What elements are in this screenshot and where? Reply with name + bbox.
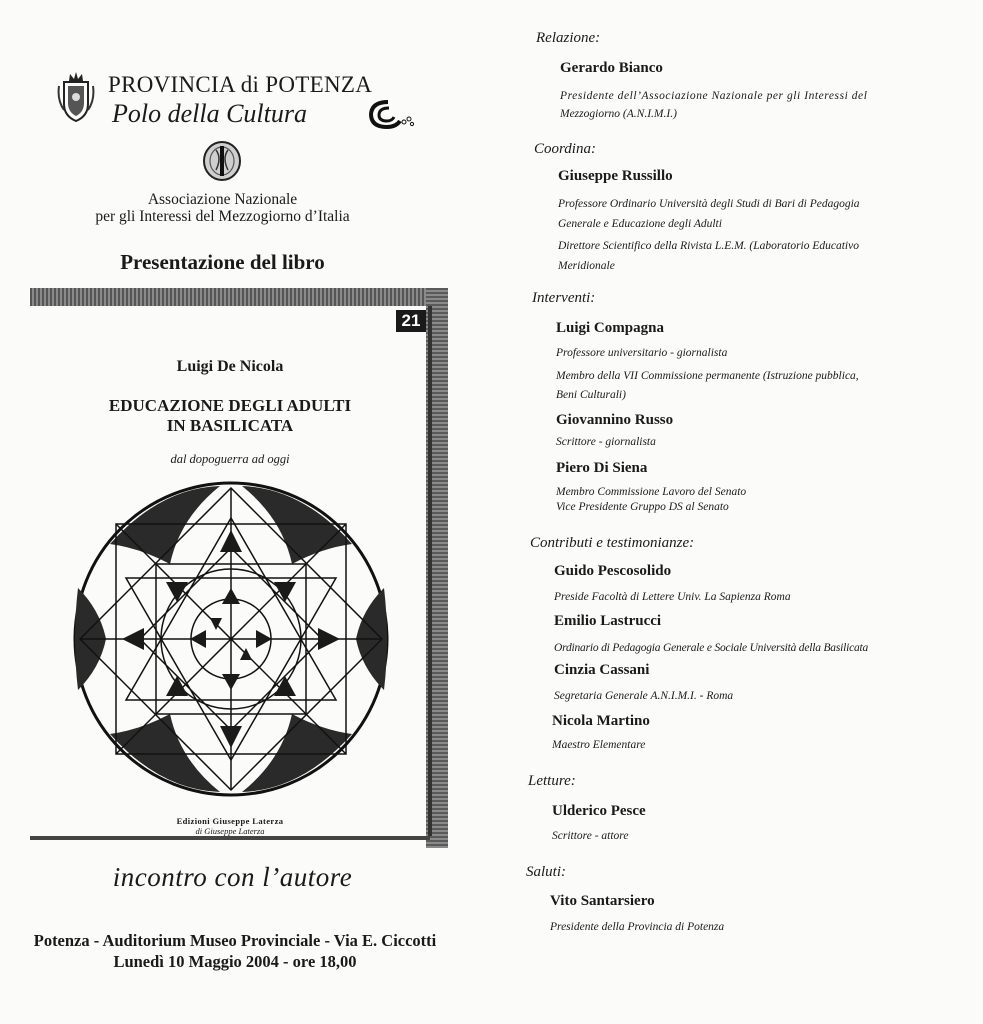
person-name: Cinzia Cassani: [554, 662, 650, 678]
book-title: [30, 396, 430, 436]
person-role: Scrittore - giornalista: [556, 436, 656, 448]
person-role: Preside Facoltà di Lettere Univ. La Sapienza Roma: [554, 591, 791, 603]
publisher-line-1: Edizioni Giuseppe Laterza: [176, 816, 284, 826]
geometric-mandala-illustration: [70, 478, 392, 800]
book-title-line-1: EDUCAZIONE DEGLI ADULTI: [108, 396, 352, 415]
section-interventi: Interventi:: [532, 290, 596, 306]
person-role: Maestro Elementare: [552, 739, 646, 751]
book-title-line-2: IN BASILICATA: [166, 416, 294, 435]
person-role: Segretaria Generale A.N.I.M.I. - Roma: [554, 690, 734, 702]
person-role: Presidente dell’Associazione Nazionale per gli Interessi del: [560, 90, 868, 102]
person-name: Gerardo Bianco: [560, 60, 663, 76]
series-number: 21: [396, 310, 426, 332]
person-role: Beni Culturali): [556, 389, 626, 401]
association-name: [70, 191, 375, 225]
association-line-2: per gli Interessi del Mezzogiorno d’Italia: [95, 208, 350, 225]
person-role: Presidente della Provincia di Potenza: [550, 921, 725, 933]
province-name: PROVINCIA di POTENZA: [108, 72, 373, 97]
book-cover: [30, 288, 448, 848]
association-seal-icon: [202, 140, 242, 182]
person-role: Meridionale: [558, 260, 615, 272]
person-name: Emilio Lastrucci: [554, 613, 662, 629]
book-author: Luigi De Nicola: [176, 358, 284, 375]
person-role: Direttore Scientifico della Rivista L.E.M. (Laboratorio Educativo: [558, 240, 859, 252]
section-letture: Letture:: [528, 773, 576, 789]
publisher-line-2: di Giuseppe Laterza: [195, 826, 265, 836]
person-role: Generale e Educazione degli Adulti: [558, 218, 722, 230]
venue-line-1: Potenza - Auditorium Museo Provinciale - Via E. Ciccotti: [33, 931, 437, 950]
section-contributi: Contributi e testimonianze:: [530, 535, 695, 551]
section-coordina: Coordina:: [534, 141, 596, 157]
venue-block: [20, 930, 450, 972]
book-subtitle: dal dopoguerra ad oggi: [170, 452, 290, 466]
person-name: Giovannino Russo: [556, 412, 674, 428]
person-name: Vito Santarsiero: [550, 893, 655, 909]
polo-cultura-title: Polo della Cultura: [112, 99, 307, 128]
person-role: Scrittore - attore: [552, 830, 629, 842]
person-name: Giuseppe Russillo: [558, 168, 673, 184]
cover-top-band: [30, 288, 448, 306]
person-name: Ulderico Pesce: [552, 803, 646, 819]
presentation-heading: Presentazione del libro: [120, 250, 325, 274]
person-name: Luigi Compagna: [556, 320, 664, 336]
person-role: Ordinario di Pedagogia Generale e Sociale Università della Basilicata: [554, 642, 869, 654]
venue-line-2: Lunedì 10 Maggio 2004 - ore 18,00: [113, 952, 357, 971]
association-line-1: Associazione Nazionale: [147, 191, 298, 208]
meeting-caption: incontro con l’autore: [112, 862, 353, 892]
section-relazione: Relazione:: [536, 30, 601, 46]
person-name: Nicola Martino: [552, 713, 650, 729]
person-role: Mezzogiorno (A.N.I.M.I.): [560, 108, 677, 120]
person-name: Piero Di Siena: [556, 460, 648, 476]
cover-bottom-rule: [30, 836, 430, 840]
person-role: Membro Commissione Lavoro del Senato: [556, 486, 747, 498]
person-name: Guido Pescosolido: [554, 563, 672, 579]
section-saluti: Saluti:: [526, 864, 566, 880]
person-role: Membro della VII Commissione permanente (Istruzione pubblica,: [556, 370, 859, 382]
province-crest-icon: [56, 70, 96, 124]
polo-cultura-logo-icon: [362, 96, 416, 132]
person-role: Professore universitario - giornalista: [556, 347, 728, 359]
person-role: Professore Ordinario Università degli Studi di Bari di Pedagogia: [558, 198, 860, 210]
cover-inner-rail: [428, 306, 432, 836]
person-role: Vice Presidente Gruppo DS al Senato: [556, 501, 729, 513]
left-page: [0, 0, 470, 1024]
